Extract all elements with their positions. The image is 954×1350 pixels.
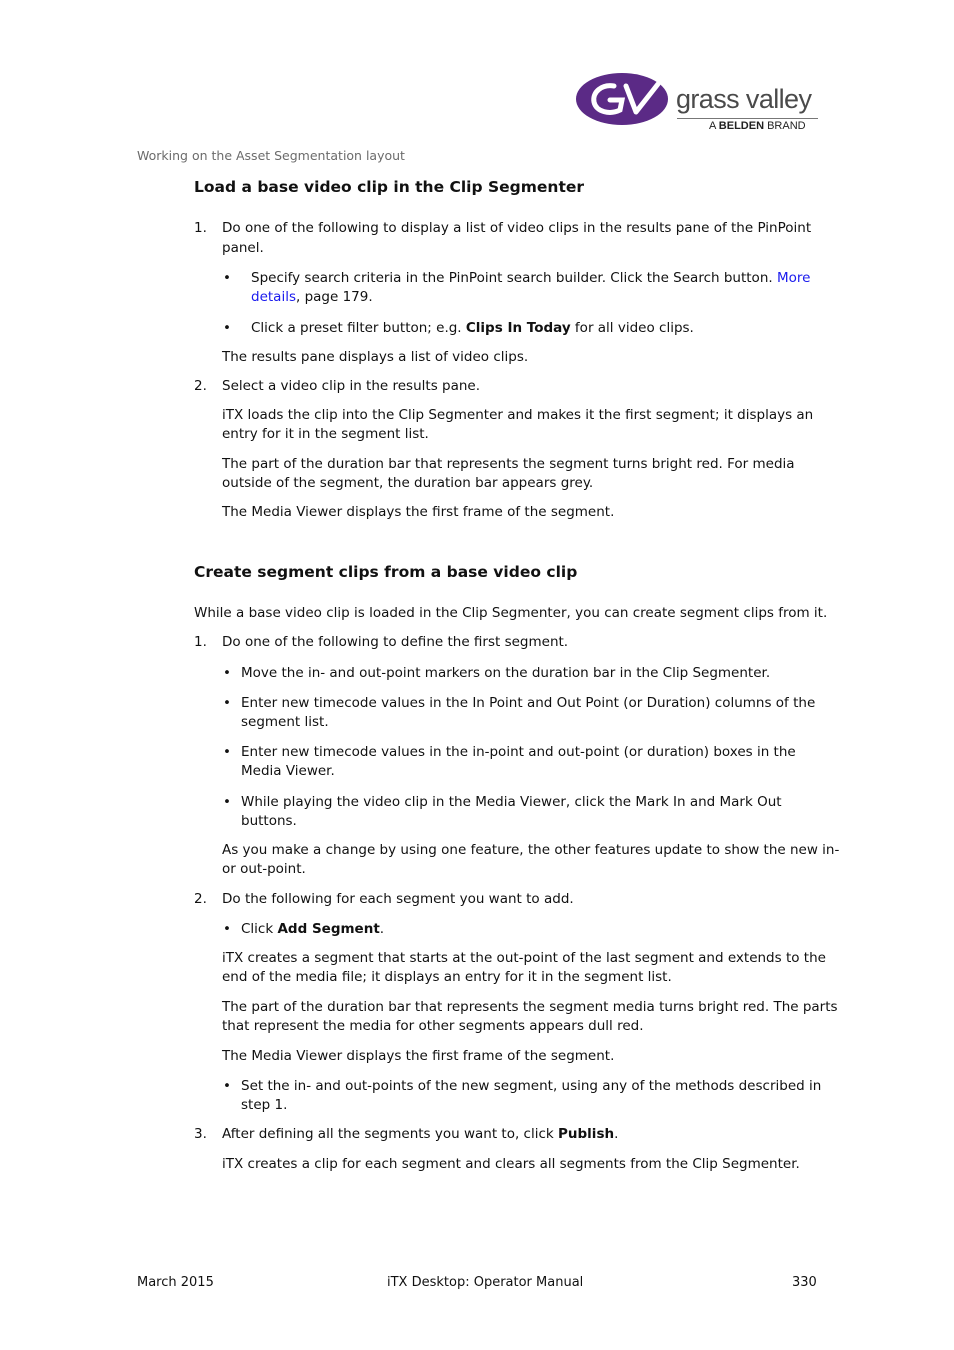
step-text-part: After defining all the segments you want to, click: [222, 1126, 559, 1142]
bullet-text: [251, 269, 810, 289]
paragraph: While a base video clip is loaded in the Clip Segmenter, you can create segment clips from it.: [194, 605, 828, 621]
paragraph: outside of the segment, the duration bar appears grey.: [222, 475, 594, 491]
bullet-text: [251, 319, 694, 339]
bullet-icon: •: [223, 921, 231, 937]
bullet-text-part: Specify search criteria in the PinPoint search builder. Click the Search button.: [251, 270, 777, 286]
bullet-text: [251, 288, 373, 308]
step-number: 2.: [194, 891, 207, 907]
bullet-icon: •: [223, 744, 231, 760]
bullet-text-part: Click: [241, 921, 278, 937]
bullet-icon: •: [223, 320, 231, 336]
bullet-text-part: Click a preset filter button; e.g.: [251, 320, 466, 336]
step-text: [222, 1125, 618, 1145]
step-text: Select a video clip in the results pane.: [222, 378, 481, 394]
paragraph: entry for it in the segment list.: [222, 426, 429, 442]
bullet-text: Move the in- and out-point markers on the duration bar in the Clip Segmenter.: [241, 665, 771, 681]
step-text-part: .: [614, 1126, 619, 1142]
bullet-text-part: , page 179.: [295, 289, 373, 305]
logo-divider: [677, 118, 818, 119]
bullet-icon: •: [223, 1078, 231, 1094]
logo-tagline-prefix: A: [709, 120, 716, 132]
footer-title: iTX Desktop: Operator Manual: [387, 1275, 584, 1290]
paragraph: iTX loads the clip into the Clip Segmenter and makes it the first segment; it displays an: [222, 407, 814, 423]
bullet-text: Enter new timecode values in the in-point and out-point (or duration) boxes in the: [241, 744, 796, 760]
more-details-link[interactable]: More: [776, 270, 811, 286]
paragraph: The Media Viewer displays the first frame of the segment.: [222, 1048, 615, 1064]
step-text: Do one of the following to define the first segment.: [222, 634, 569, 650]
bullet-icon: •: [223, 270, 231, 286]
step-number: 3.: [194, 1126, 207, 1142]
footer-page-number: 330: [792, 1275, 817, 1290]
paragraph: end of the media file; it displays an entry for it in the segment list.: [222, 969, 672, 985]
logo-tagline: [709, 120, 806, 132]
bullet-text: segment list.: [241, 714, 329, 730]
step-text: panel.: [222, 240, 264, 256]
bullet-text: While playing the video clip in the Media Viewer, click the Mark In and Mark Out: [241, 794, 782, 810]
breadcrumb: Working on the Asset Segmentation layout: [137, 148, 405, 163]
section-heading: Load a base video clip in the Clip Segmenter: [194, 178, 585, 196]
bullet-text: Enter new timecode values in the In Point and Out Point (or Duration) columns of the: [241, 695, 816, 711]
paragraph: The part of the duration bar that represents the segment turns bright red. For media: [222, 456, 795, 472]
logo-tagline-bold: BELDEN: [718, 120, 765, 132]
bullet-text: [241, 920, 384, 940]
bullet-icon: •: [223, 794, 231, 810]
paragraph: iTX creates a clip for each segment and clears all segments from the Clip Segmenter.: [222, 1156, 800, 1172]
more-details-link[interactable]: details: [251, 289, 296, 305]
bullet-text: Media Viewer.: [241, 763, 335, 779]
bullet-icon: •: [223, 695, 231, 711]
section-heading: Create segment clips from a base video clip: [194, 563, 578, 581]
bullet-icon: •: [223, 665, 231, 681]
step-text: Do one of the following to display a list of video clips in the results pane of the PinPoint: [222, 220, 812, 236]
logo-brand-text: grass valley: [676, 84, 812, 114]
step-number: 2.: [194, 378, 207, 394]
ui-term: Clips In Today: [465, 320, 571, 336]
paragraph: iTX creates a segment that starts at the out-point of the last segment and extends to the: [222, 950, 826, 966]
bullet-text-part: .: [379, 921, 385, 937]
paragraph: The part of the duration bar that represents the segment media turns bright red. The parts: [222, 999, 838, 1015]
step-text: Do the following for each segment you want to add.: [222, 891, 574, 907]
footer-date: March 2015: [137, 1275, 214, 1290]
ui-term: Publish: [558, 1126, 615, 1142]
paragraph: that represent the media for other segments appears dull red.: [222, 1018, 644, 1034]
step-number: 1.: [194, 220, 207, 236]
bullet-text: Set the in- and out-points of the new segment, using any of the methods described in: [241, 1078, 822, 1094]
bullet-text-part: for all video clips.: [570, 320, 694, 336]
ui-term: Add Segment: [277, 921, 380, 937]
paragraph: The results pane displays a list of video clips.: [222, 349, 529, 365]
logo-tagline-suffix: BRAND: [767, 120, 806, 132]
paragraph: As you make a change by using one feature, the other features update to show the new in-: [222, 842, 840, 858]
paragraph: or out-point.: [222, 861, 306, 877]
paragraph: The Media Viewer displays the first frame of the segment.: [222, 504, 615, 520]
step-number: 1.: [194, 634, 207, 650]
bullet-text: step 1.: [241, 1097, 288, 1113]
bullet-text: buttons.: [241, 813, 297, 829]
